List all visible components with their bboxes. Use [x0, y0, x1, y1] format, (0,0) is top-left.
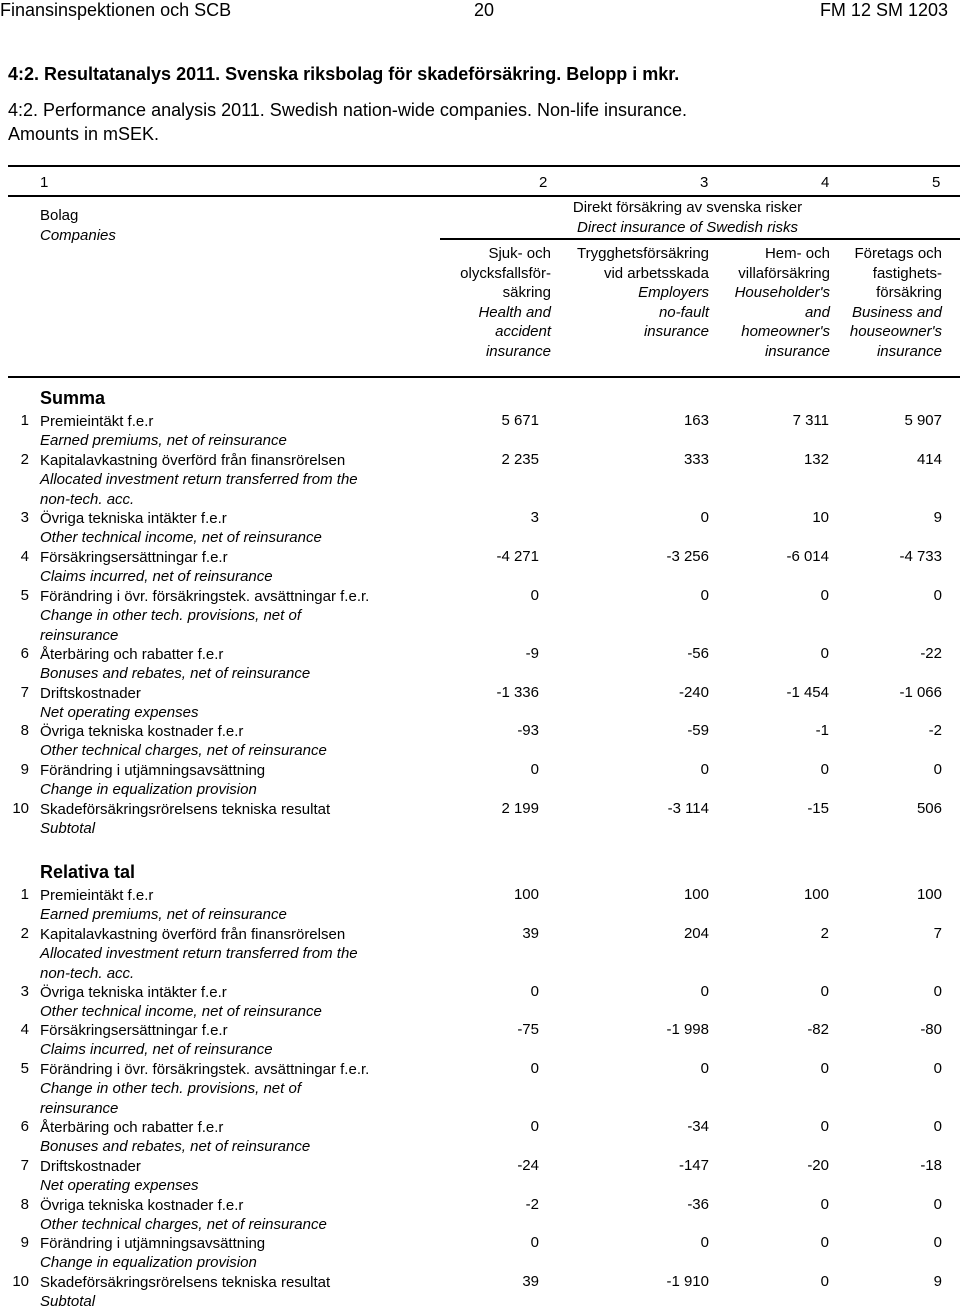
col-header-business-sv-2: fastighets-: [872, 264, 942, 282]
row-number: 4: [20, 1021, 29, 1038]
col-header-business-en-1: Business and: [851, 303, 942, 321]
row-label-sv: Kapitalavkastning överförd från finansrörelsen: [40, 926, 346, 943]
cell-value-col-5: -22: [920, 645, 942, 662]
col-header-health-sv-3: säkring: [502, 284, 551, 301]
page-header-right: FM 12 SM 1203: [819, 0, 948, 20]
row-label-en: Other technical income, net of reinsurance: [40, 1003, 322, 1021]
row-label-en: Other technical income, net of reinsurance: [40, 529, 322, 547]
cell-value-col-3: 0: [700, 983, 709, 1000]
cell-value-col-4: 0: [820, 587, 829, 604]
group-header: [560, 198, 815, 237]
row-label: [40, 1021, 273, 1060]
row-label-sv: Övriga tekniska intäkter f.e.r: [40, 510, 227, 527]
cell-value-col-2: 0: [530, 1234, 539, 1251]
cell-value-col-3: -34: [687, 1118, 709, 1135]
row-label: [40, 412, 287, 451]
cell-value-col-3: -147: [678, 1157, 709, 1174]
row-label-sv: Kapitalavkastning överförd från finansrörelsen: [40, 452, 346, 469]
row-label-en: non-tech. acc.: [40, 490, 135, 508]
row-number: 5: [20, 1060, 29, 1077]
row-label-sv: Återbäring och rabatter f.e.r: [40, 1119, 224, 1136]
cell-value-col-5: 414: [916, 451, 942, 468]
cell-value-col-3: 163: [683, 412, 709, 429]
row-label-sv: Övriga tekniska kostnader f.e.r: [40, 723, 244, 740]
cell-value-col-5: 0: [933, 1060, 942, 1077]
row-label: [40, 1273, 330, 1312]
cell-value-col-4: 0: [820, 1118, 829, 1135]
row-label-sv: Driftskostnader: [40, 685, 141, 702]
row-label: [40, 509, 322, 548]
cell-value-col-4: 0: [820, 1273, 829, 1290]
cell-value-col-5: 5 907: [904, 412, 942, 429]
cell-value-col-2: -4 271: [496, 548, 539, 565]
table-title-english-cont: Amounts in mSEK.: [8, 124, 160, 144]
cell-value-col-3: -240: [678, 684, 709, 701]
row-label: [40, 800, 330, 839]
row-number: 4: [20, 548, 29, 565]
cell-value-col-4: 7 311: [792, 412, 829, 429]
row-number: 8: [20, 1196, 29, 1213]
section-title-relativa-tal: Relativa tal: [40, 862, 136, 882]
row-number: 3: [20, 509, 29, 526]
cell-value-col-2: -2: [525, 1196, 539, 1213]
cell-value-col-2: -9: [525, 645, 539, 662]
column-number-2: 2: [539, 174, 548, 191]
row-label-en: Earned premiums, net of reinsurance: [40, 432, 287, 450]
cell-value-col-5: 7: [933, 925, 942, 942]
cell-value-col-2: 2 199: [501, 800, 539, 817]
group-header-sv: Direkt försäkring av svenska risker: [572, 199, 803, 216]
row-number: 1: [20, 886, 29, 903]
cell-value-col-4: -15: [807, 800, 829, 817]
row-label-en: reinsurance: [40, 1099, 119, 1117]
row-label-sv: Förändring i övr. försäkringstek. avsättningar f.e.r.: [40, 588, 370, 605]
col-header-employers: [577, 244, 709, 342]
col-header-health: [460, 244, 551, 361]
row-label-sv: Förändring i övr. försäkringstek. avsättningar f.e.r.: [40, 1061, 370, 1078]
cell-value-col-3: 0: [700, 587, 709, 604]
cell-value-col-3: 0: [700, 761, 709, 778]
cell-value-col-4: -6 014: [786, 548, 829, 565]
column-number-5: 5: [932, 174, 941, 191]
row-label: [40, 1196, 327, 1235]
table-title-english: 4:2. Performance analysis 2011. Swedish nation-wide companies. Non-life insurance.: [8, 100, 688, 120]
col-header-health-en-1: Health and: [478, 303, 551, 321]
col-header-householder-en-3: homeowner's: [741, 323, 830, 340]
cell-value-col-4: 10: [812, 509, 829, 526]
cell-value-col-5: 0: [933, 983, 942, 1000]
row-label-en: reinsurance: [40, 626, 119, 644]
col-header-employers-sv-2: vid arbetsskada: [603, 264, 709, 282]
row-label-sv: Skadeförsäkringsrörelsens tekniska resultat: [40, 801, 331, 818]
cell-value-col-5: 9: [933, 1273, 942, 1290]
cell-value-col-3: 0: [700, 1060, 709, 1077]
cell-value-col-3: -59: [687, 722, 709, 739]
row-number: 10: [12, 800, 29, 817]
row-label-en: Net operating expenses: [40, 1177, 199, 1195]
row-label-en: Change in other tech. provisions, net of: [40, 607, 301, 625]
row-label-sv: Övriga tekniska kostnader f.e.r: [40, 1197, 244, 1214]
row-label: [40, 886, 287, 925]
cell-value-col-5: 100: [916, 886, 942, 903]
cell-value-col-4: -82: [807, 1021, 829, 1038]
row-number: 2: [20, 925, 29, 942]
cell-value-col-3: -1 998: [666, 1021, 709, 1038]
col-header-health-en-3: insurance: [485, 342, 551, 360]
row-label-en: Change in equalization provision: [40, 781, 257, 799]
row-label-sv: Övriga tekniska intäkter f.e.r: [40, 984, 227, 1001]
row-label-en: Other technical charges, net of reinsurance: [40, 742, 327, 760]
cell-value-col-4: 132: [803, 451, 829, 468]
row-label-en: Allocated investment return transferred from the: [40, 471, 358, 489]
column-number-4: 4: [821, 174, 830, 191]
cell-value-col-4: 0: [820, 1060, 829, 1077]
cell-value-col-2: -1 336: [496, 684, 539, 701]
cell-value-col-2: 0: [530, 1118, 539, 1135]
cell-value-col-4: 0: [820, 761, 829, 778]
row-label-en: Bonuses and rebates, net of reinsurance: [40, 1138, 311, 1156]
cell-value-col-2: 100: [513, 886, 539, 903]
cell-value-col-2: 0: [530, 1060, 539, 1077]
cell-value-col-3: 0: [700, 1234, 709, 1251]
group-header-en: Direct insurance of Swedish risks: [577, 218, 798, 236]
row-label-en: Subtotal: [40, 1293, 96, 1311]
row-number: 7: [20, 1157, 29, 1174]
row-label-sv: Premieintäkt f.e.r: [40, 887, 154, 904]
header-bottom-rule: [8, 376, 960, 378]
cell-value-col-2: 39: [522, 1273, 539, 1290]
column-number-rule: [8, 195, 960, 197]
col-header-householder-sv-1: Hem- och: [764, 245, 830, 262]
cell-value-col-5: -18: [920, 1157, 942, 1174]
row-label: [40, 1234, 265, 1273]
col-header-householder-en-1: Householder's: [734, 284, 830, 301]
cell-value-col-4: -20: [807, 1157, 829, 1174]
cell-value-col-2: 0: [530, 587, 539, 604]
cell-value-col-3: 333: [683, 451, 709, 468]
cell-value-col-2: 3: [530, 509, 539, 526]
col-header-householder: [735, 244, 830, 361]
cell-value-col-5: -4 733: [899, 548, 942, 565]
cell-value-col-2: 39: [522, 925, 539, 942]
cell-value-col-4: 100: [803, 886, 829, 903]
page-number: 20: [474, 0, 495, 20]
cell-value-col-2: 0: [530, 761, 539, 778]
row-label: [40, 925, 358, 983]
row-label-en: Subtotal: [40, 820, 96, 838]
company-header-en: Companies: [40, 226, 116, 244]
cell-value-col-4: 0: [820, 983, 829, 1000]
group-header-rule: [440, 238, 960, 240]
col-header-health-sv-1: Sjuk- och: [488, 245, 551, 262]
col-header-health-sv-2: olycksfallsför-: [460, 264, 551, 282]
col-header-employers-en-1: Employers: [638, 284, 709, 301]
col-header-employers-en-3: insurance: [643, 323, 709, 340]
company-header-sv: Bolag: [40, 207, 79, 224]
row-number: 2: [20, 451, 29, 468]
cell-value-col-2: -24: [517, 1157, 539, 1174]
row-label: [40, 1060, 369, 1118]
cell-value-col-5: 506: [916, 800, 942, 817]
cell-value-col-2: 2 235: [501, 451, 539, 468]
row-label: [40, 645, 310, 684]
cell-value-col-5: 0: [933, 1118, 942, 1135]
cell-value-col-3: -56: [687, 645, 709, 662]
row-number: 3: [20, 983, 29, 1000]
cell-value-col-2: -93: [517, 722, 539, 739]
row-label: [40, 761, 265, 800]
row-number: 5: [20, 587, 29, 604]
row-label-sv: Förändring i utjämningsavsättning: [40, 1235, 266, 1252]
cell-value-col-5: 0: [933, 1196, 942, 1213]
row-label-sv: Premieintäkt f.e.r: [40, 413, 154, 430]
row-label-en: Other technical charges, net of reinsurance: [40, 1216, 327, 1234]
cell-value-col-5: -80: [920, 1021, 942, 1038]
col-header-employers-en-2: no-fault: [658, 303, 709, 321]
cell-value-col-2: -75: [517, 1021, 539, 1038]
cell-value-col-4: 0: [820, 1196, 829, 1213]
cell-value-col-3: 204: [683, 925, 709, 942]
row-label-en: Bonuses and rebates, net of reinsurance: [40, 665, 311, 683]
section-title-summa: Summa: [40, 388, 106, 408]
row-number: 1: [20, 412, 29, 429]
row-label-sv: Försäkringsersättningar f.e.r: [40, 1022, 228, 1039]
row-label-sv: Återbäring och rabatter f.e.r: [40, 646, 224, 663]
cell-value-col-5: 0: [933, 761, 942, 778]
header-top-rule: [8, 165, 960, 167]
col-header-business: [850, 244, 942, 361]
row-label: [40, 722, 327, 761]
column-number-1: 1: [40, 174, 49, 191]
cell-value-col-5: 9: [933, 509, 942, 526]
row-label-en: Change in equalization provision: [40, 1254, 257, 1272]
cell-value-col-5: -1 066: [899, 684, 942, 701]
row-number: 10: [12, 1273, 29, 1290]
cell-value-col-5: -2: [928, 722, 942, 739]
cell-value-col-2: 5 671: [501, 412, 539, 429]
row-label-sv: Driftskostnader: [40, 1158, 141, 1175]
col-header-householder-en-4: insurance: [764, 342, 830, 360]
row-label: [40, 548, 273, 587]
row-label-en: Allocated investment return transferred from the: [40, 945, 358, 963]
row-number: 6: [20, 645, 29, 662]
row-label-en: Earned premiums, net of reinsurance: [40, 906, 287, 924]
row-label-en: Net operating expenses: [40, 704, 199, 722]
cell-value-col-3: 100: [683, 886, 709, 903]
cell-value-col-4: -1 454: [786, 684, 829, 701]
cell-value-col-3: 0: [700, 509, 709, 526]
row-number: 6: [20, 1118, 29, 1135]
cell-value-col-5: 0: [933, 1234, 942, 1251]
cell-value-col-4: -1: [815, 722, 829, 739]
row-label-en: Change in other tech. provisions, net of: [40, 1080, 301, 1098]
table-title-swedish: 4:2. Resultatanalys 2011. Svenska riksbolag för skadeförsäkring. Belopp i mkr.: [8, 64, 680, 84]
column-number-3: 3: [700, 174, 709, 191]
col-header-employers-sv-1: Trygghetsförsäkring: [577, 245, 709, 262]
row-label: [40, 983, 322, 1022]
row-label-sv: Förändring i utjämningsavsättning: [40, 762, 266, 779]
row-label: [40, 1157, 198, 1196]
row-label: [40, 1118, 310, 1157]
row-label-sv: Skadeförsäkringsrörelsens tekniska resultat: [40, 1274, 331, 1291]
cell-value-col-3: -36: [687, 1196, 709, 1213]
row-label-sv: Försäkringsersättningar f.e.r: [40, 549, 228, 566]
company-header: [40, 206, 116, 245]
col-header-business-sv-1: Företags och: [854, 245, 942, 262]
cell-value-col-3: -3 114: [667, 800, 709, 817]
row-label-en: non-tech. acc.: [40, 964, 135, 982]
row-number: 8: [20, 722, 29, 739]
row-label-en: Claims incurred, net of reinsurance: [40, 568, 273, 586]
row-label: [40, 684, 198, 723]
row-label-en: Claims incurred, net of reinsurance: [40, 1041, 273, 1059]
row-label: [40, 587, 369, 645]
row-number: 7: [20, 684, 29, 701]
cell-value-col-3: -1 910: [666, 1273, 709, 1290]
col-header-business-en-2: houseowner's: [849, 323, 942, 340]
cell-value-col-4: 2: [820, 925, 829, 942]
cell-value-col-3: -3 256: [666, 548, 709, 565]
col-header-health-en-2: accident: [495, 323, 551, 340]
row-label: [40, 451, 358, 509]
page-header-left: Finansinspektionen och SCB: [0, 0, 232, 20]
col-header-householder-sv-2: villaförsäkring: [738, 264, 830, 282]
cell-value-col-5: 0: [933, 587, 942, 604]
col-header-business-en-3: insurance: [876, 342, 942, 360]
cell-value-col-4: 0: [820, 1234, 829, 1251]
row-number: 9: [20, 1234, 29, 1251]
col-header-business-sv-3: försäkring: [876, 284, 942, 301]
cell-value-col-2: 0: [530, 983, 539, 1000]
row-number: 9: [20, 761, 29, 778]
cell-value-col-4: 0: [820, 645, 829, 662]
col-header-householder-en-2: and: [804, 303, 830, 321]
